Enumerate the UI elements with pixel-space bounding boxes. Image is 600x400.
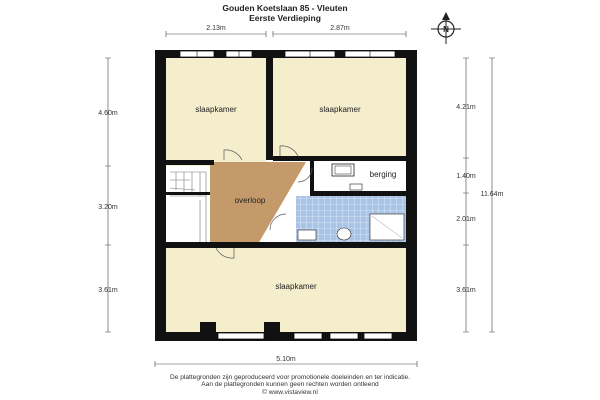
disclaimer-line-1: De plattegronden zijn geproduceerd voor promotionele doeleinden en ter indicatie. xyxy=(169,374,411,381)
disclaimer-line-2: Aan de plattegronden kunnen geen rechten worden ontleend xyxy=(201,381,379,388)
toilet-icon xyxy=(337,228,351,240)
floor-title: Eerste Verdieping xyxy=(249,13,321,23)
dim-right-bottom: 3.61m xyxy=(456,287,476,294)
dim-left-middle: 3.20m xyxy=(98,204,118,211)
staircase xyxy=(168,168,208,244)
dim-right-bath: 2.01m xyxy=(456,216,476,223)
dim-right-berging: 1.40m xyxy=(456,173,476,180)
room-label-slaapkamer-top-left: slaapkamer xyxy=(195,105,237,114)
room-label-overloop: overloop xyxy=(234,196,266,205)
dim-right-total: 11.64m xyxy=(480,191,504,198)
dim-right-top: 4.21m xyxy=(456,104,476,111)
room-label-slaapkamer-top-right: slaapkamer xyxy=(319,105,361,114)
compass xyxy=(431,12,461,44)
dim-left-top: 4.60m xyxy=(98,110,118,117)
room-label-slaapkamer-bottom: slaapkamer xyxy=(275,282,317,291)
windows-top xyxy=(180,51,395,57)
dim-top-left-width: 2.13m xyxy=(206,25,226,32)
address-title: Gouden Koetslaan 85 - Vleuten xyxy=(222,3,348,13)
dim-bottom-width: 5.10m xyxy=(276,356,296,363)
sink-icon xyxy=(298,230,316,240)
disclaimer-copyright: © www.vistaview.nl xyxy=(262,389,318,396)
compass-arrow-icon xyxy=(442,12,450,20)
dim-left-bottom: 3.61m xyxy=(98,287,118,294)
room-label-berging: berging xyxy=(369,170,397,179)
windows-bottom xyxy=(218,333,392,339)
dim-top-right-width: 2.87m xyxy=(330,25,350,32)
compass-north-label: N xyxy=(443,25,449,34)
